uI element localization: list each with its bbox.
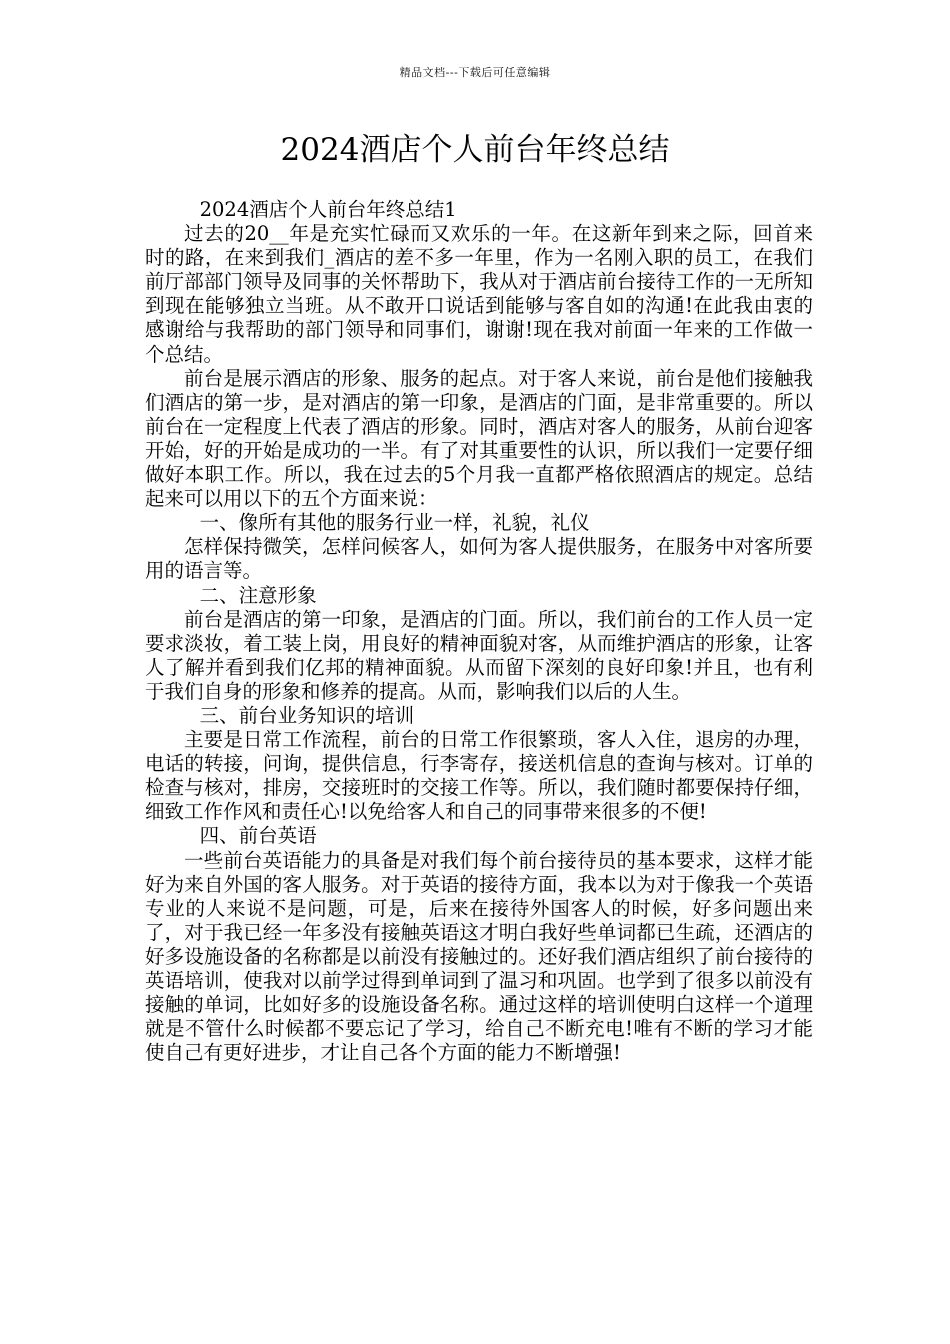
section-heading-english: 四、前台英语	[199, 824, 317, 848]
paragraph-image: 前台是酒店的第一印象，是酒店的门面。所以，我们前台的工作人员一定要求淡妆，着工装上岗，用良好的精神面貌对客，从而维护酒店的形象，让客人了解并看到我们亿邦的精神面貌。从而留下深刻的良好印象!并且，也有利于我们自身的形象和修养的提高。从而，影响我们以后的人生。	[145, 607, 813, 703]
document-subtitle: 2024酒店个人前台年终总结1	[199, 198, 457, 221]
paragraph-training: 主要是日常工作流程，前台的日常工作很繁琐，客人入住，退房的办理，电话的转接，问询，提供信息，行李寄存，接送机信息的查询与核对。订单的检查与核对，排房，交接班时的交接工作等。所以，我们随时都要保持仔细，细致工作作风和责任心!以免给客人和自己的同事带来很多的不便!	[145, 728, 813, 824]
section-heading-training: 三、前台业务知识的培训	[199, 703, 415, 727]
paragraph-front-desk-role: 前台是展示酒店的形象、服务的起点。对于客人来说，前台是他们接触我们酒店的第一步，是对酒店的第一印象，是酒店的门面，是非常重要的。所以前台在一定程度上代表了酒店的形象。同时，酒店对客人的服务，从前台迎客开始，好的开始是成功的一半。有了对其重要性的认识，所以我们一定要仔细做好本职工作。所以，我在过去的5个月我一直都严格依照酒店的规定。总结起来可以用以下的五个方面来说：	[145, 366, 813, 511]
document-body	[145, 198, 813, 1065]
section-heading-image: 二、注意形象	[199, 583, 317, 607]
page-header: 精品文档---下载后可任意编辑	[399, 66, 551, 79]
section-heading-etiquette: 一、像所有其他的服务行业一样，礼貌，礼仪	[199, 511, 590, 535]
paragraph-intro: 过去的20__年是充实忙碌而又欢乐的一年。在这新年到来之际，回首来时的路，在来到我们_酒店的差不多一年里，作为一名刚入职的员工，在我们前厅部部门领导及同事的关怀帮助下，我从对于酒店前台接待工作的一无所知到现在能够独立当班。从不敢开口说话到能够与客自如的沟通!在此我由衷的感谢给与我帮助的部门领导和同事们，谢谢!现在我对前面一年来的工作做一个总结。	[145, 222, 813, 366]
document-title: 2024酒店个人前台年终总结	[280, 132, 670, 168]
paragraph-etiquette: 怎样保持微笑，怎样问候客人，如何为客人提供服务，在服务中对客所要用的语言等。	[145, 535, 813, 583]
paragraph-english: 一些前台英语能力的具备是对我们每个前台接待员的基本要求，这样才能好为来自外国的客人服务。对于英语的接待方面，我本以为对于像我一个英语专业的人来说不是问题，可是，后来在接待外国客人的时候，好多问题出来了，对于我已经一年多没有接触英语这才明白我好些单词都已生疏，还酒店的好多设施设备的名称都是以前没有接触过的。还好我们酒店组织了前台接待的英语培训，使我对以前学过得到单词到了温习和巩固。也学到了很多以前没有接触的单词，比如好多的设施设备名称。通过这样的培训使明白这样一个道理就是不管什么时候都不要忘记了学习，给自己不断充电!唯有不断的学习才能使自己有更好进步，才让自己各个方面的能力不断增强!	[145, 848, 813, 1065]
